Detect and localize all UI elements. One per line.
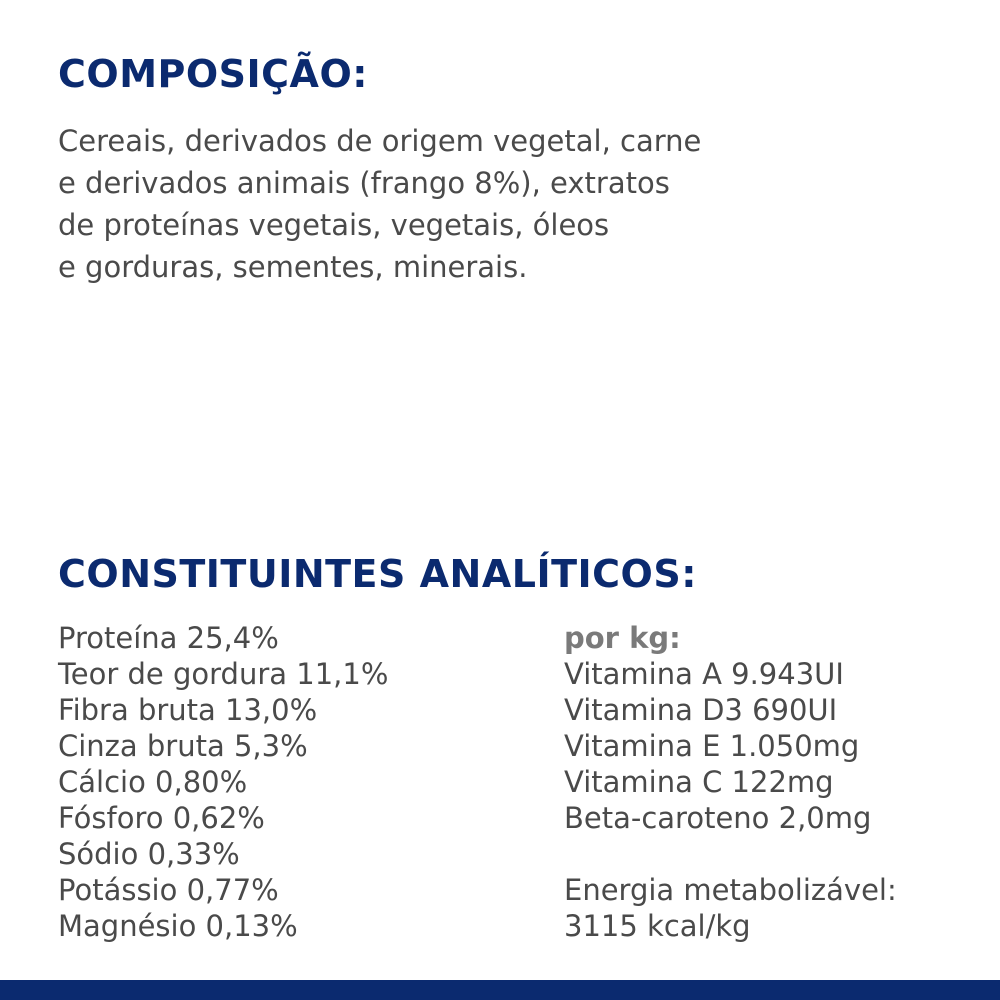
composition-line: e gorduras, sementes, minerais. xyxy=(58,250,528,284)
energy-value: 3115 kcal/kg xyxy=(564,909,751,943)
bottom-bar xyxy=(0,980,1000,1000)
energy-label: Energia metabolizável: xyxy=(564,873,897,907)
constituent-sodium: Sódio 0,33% xyxy=(58,837,240,871)
beta-carotene: Beta-caroteno 2,0mg xyxy=(564,801,872,835)
constituent-fat: Teor de gordura 11,1% xyxy=(58,657,389,691)
analytic-constituents-list xyxy=(58,620,528,944)
vitamin-a: Vitamina A 9.943UI xyxy=(564,657,844,691)
constituent-phosphorus: Fósforo 0,62% xyxy=(58,801,265,835)
vitamin-c: Vitamina C 122mg xyxy=(564,765,834,799)
composition-line: de proteínas vegetais, vegetais, óleos xyxy=(58,208,610,242)
constituent-protein: Proteína 25,4% xyxy=(58,621,279,655)
analytics-heading: CONSTITUINTES ANALÍTICOS: xyxy=(58,552,697,596)
composition-text xyxy=(58,120,958,288)
constituent-fiber: Fibra bruta 13,0% xyxy=(58,693,318,727)
constituent-ash: Cinza bruta 5,3% xyxy=(58,729,308,763)
composition-line: e derivados animais (frango 8%), extratos xyxy=(58,166,670,200)
vitamin-e: Vitamina E 1.050mg xyxy=(564,729,860,763)
composition-heading: COMPOSIÇÃO: xyxy=(58,52,368,96)
vitamin-d3: Vitamina D3 690UI xyxy=(564,693,838,727)
constituent-calcium: Cálcio 0,80% xyxy=(58,765,248,799)
composition-line: Cereais, derivados de origem vegetal, carne xyxy=(58,124,702,158)
per-kg-label: por kg: xyxy=(564,621,681,655)
constituent-potassium: Potássio 0,77% xyxy=(58,873,279,907)
vitamins-list xyxy=(564,620,984,944)
constituent-magnesium: Magnésio 0,13% xyxy=(58,909,298,943)
